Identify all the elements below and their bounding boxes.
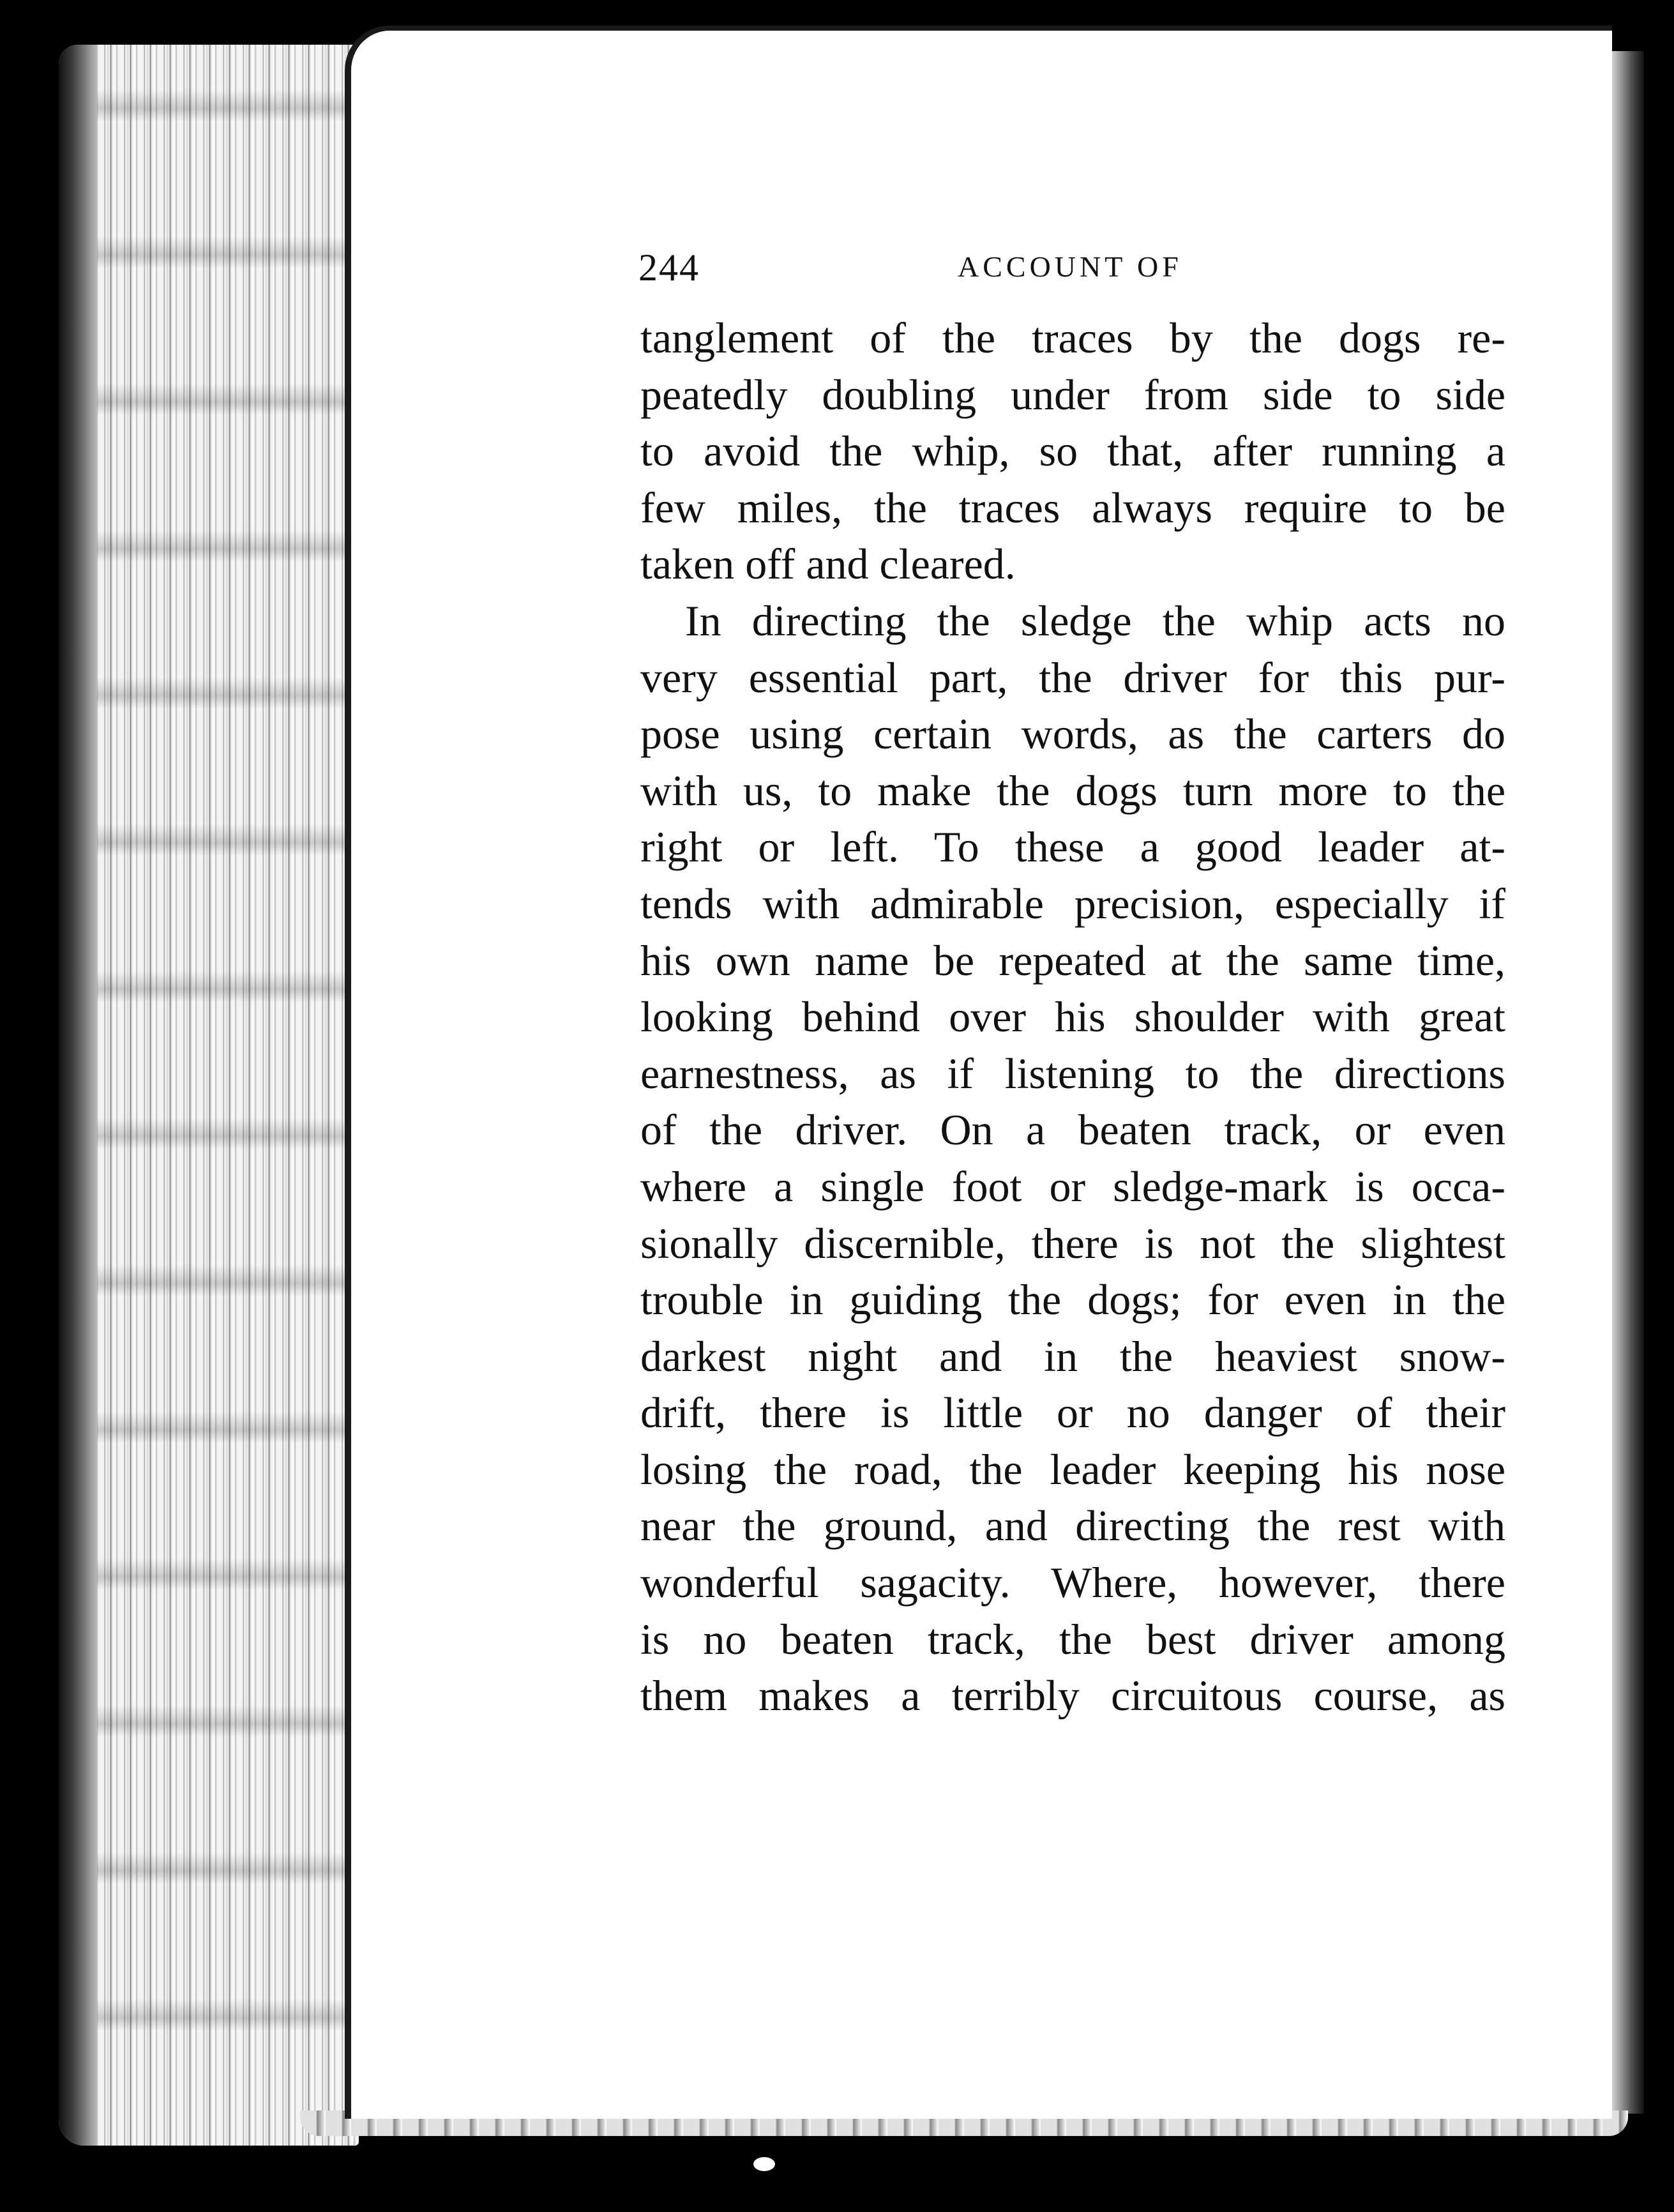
- text-line: trouble in guiding the dogs; for even in the: [640, 1275, 1505, 1324]
- text-line: few miles, the traces always require to be: [640, 483, 1505, 532]
- text-line: darkest night and in the heaviest snow-: [640, 1331, 1505, 1381]
- text-line: near the ground, and directing the rest with: [640, 1501, 1505, 1550]
- page-number: 244: [638, 246, 700, 289]
- text-line: where a single foot or sledge-mark is occa-: [640, 1162, 1505, 1211]
- text-line: with us, to make the dogs turn more to the: [640, 766, 1505, 815]
- text-line: very essential part, the driver for this pur-: [640, 653, 1505, 702]
- text-line: is no beaten track, the best driver among: [640, 1614, 1505, 1663]
- text-line: tanglement of the traces by the dogs re-: [640, 314, 1505, 362]
- book-edge-shadow: [59, 45, 97, 2146]
- text-line: peatedly doubling under from side to side: [640, 370, 1505, 419]
- text-line: drift, there is little or no danger of their: [640, 1388, 1505, 1437]
- text-line: pose using certain words, as the carters do: [640, 709, 1505, 759]
- text-line: In directing the sledge the whip acts no: [685, 596, 1505, 645]
- text-line: his own name be repeated at the same time,: [640, 936, 1505, 985]
- text-line: them makes a terribly circuitous course, as: [640, 1671, 1505, 1720]
- text-line: of the driver. On a beaten track, or even: [640, 1105, 1505, 1155]
- text-line: wonderful sagacity. Where, however, there: [640, 1558, 1505, 1607]
- running-title: ACCOUNT OF: [958, 250, 1182, 283]
- book-fore-edge: [59, 45, 359, 2146]
- text-line: losing the road, the leader keeping his nose: [640, 1444, 1505, 1494]
- running-head: [638, 246, 1507, 289]
- text-line: taken off and cleared.: [640, 540, 1016, 589]
- text-line: sionally discernible, there is not the slightest: [640, 1218, 1505, 1268]
- text-line: tends with admirable precision, especially if: [640, 879, 1505, 928]
- scan-speck: [753, 2157, 775, 2171]
- text-line: right or left. To these a good leader at-: [640, 822, 1505, 872]
- body-text: [640, 310, 1505, 1724]
- text-line: to avoid the whip, so that, after running a: [640, 427, 1505, 476]
- text-line: looking behind over his shoulder with great: [640, 992, 1505, 1042]
- text-line: earnestness, as if listening to the directions: [640, 1049, 1505, 1098]
